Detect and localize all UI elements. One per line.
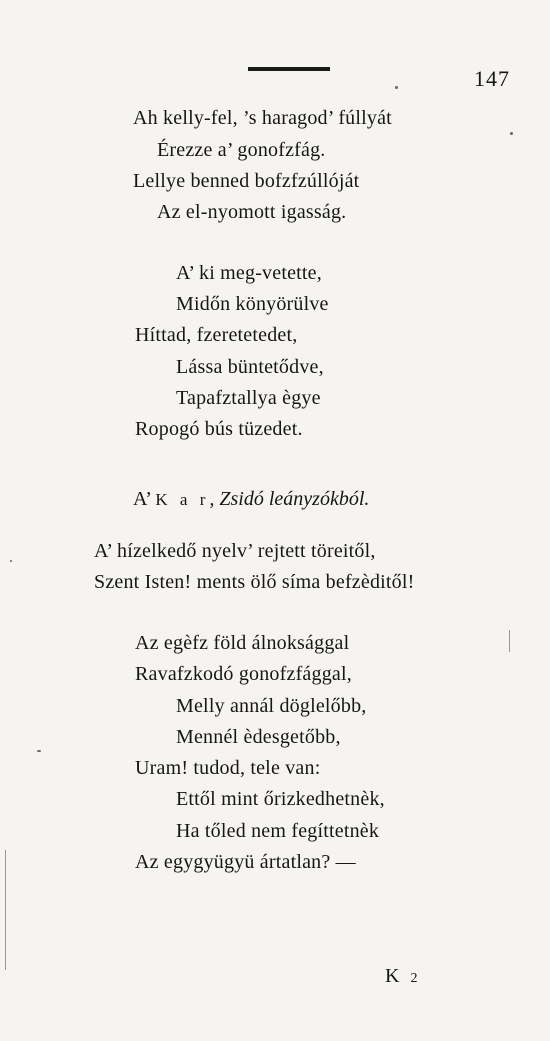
- speaker-description: , Zsidó leányzókból.: [209, 488, 370, 510]
- scan-speck: [37, 750, 41, 752]
- stanza4-line-1: Az egèfz föld álnoksággal: [135, 632, 350, 654]
- stanza4-line-2: Ravafzkodó gonofzfággal,: [135, 663, 352, 685]
- stanza2-line-5: Tapafztallya ègye: [176, 387, 321, 409]
- scan-speck: [510, 132, 513, 135]
- stanza3-line-1: A’ hízelkedő nyelv’ rejtett töreitől,: [94, 540, 376, 562]
- stanza1-line-4: Az el-nyomott igasság.: [157, 201, 347, 223]
- stanza4-line-8: Az egygyügyü ártatlan? —: [135, 851, 356, 873]
- speaker-name: K a r: [155, 490, 210, 509]
- stanza4-line-6: Ettől mint őrizkedhetnèk,: [176, 788, 385, 810]
- stanza2-line-4: Lássa büntetődve,: [176, 356, 324, 378]
- signature-letter: K: [385, 965, 403, 987]
- stanza1-line-2: Érezze a’ gonofzfág.: [157, 139, 326, 161]
- stanza1-line-3: Lellye benned bofzfzúllóját: [133, 170, 360, 192]
- scan-edge-mark: [5, 850, 6, 970]
- speaker-prefix: A’: [133, 488, 151, 510]
- scan-edge-mark: [509, 630, 510, 652]
- scan-speck: [10, 560, 12, 562]
- header-rule: [248, 67, 330, 71]
- speaker-heading: [133, 488, 369, 511]
- stanza4-line-4: Mennél èdesgetőbb,: [176, 726, 341, 748]
- page-number: 147: [474, 66, 510, 91]
- stanza2-line-1: A’ ki meg-vetette,: [176, 262, 322, 284]
- stanza2-line-2: Midőn könyörülve: [176, 293, 329, 315]
- stanza2-line-6: Ropogó bús tüzedet.: [135, 418, 303, 440]
- scan-speck: [395, 86, 398, 89]
- stanza2-line-3: Híttad, fzeretetedet,: [135, 324, 298, 346]
- stanza4-line-7: Ha tőled nem fegíttetnèk: [176, 820, 380, 842]
- signature-mark: [385, 965, 420, 988]
- signature-number: 2: [410, 971, 421, 986]
- stanza3-line-2: Szent Isten! ments ölő síma befzèditől!: [94, 571, 415, 593]
- stanza4-line-5: Uram! tudod, tele van:: [135, 757, 321, 779]
- stanza1-line-1: Ah kelly-fel, ’s haragod’ fúllyát: [133, 107, 392, 129]
- stanza4-line-3: Melly annál döglelőbb,: [176, 695, 367, 717]
